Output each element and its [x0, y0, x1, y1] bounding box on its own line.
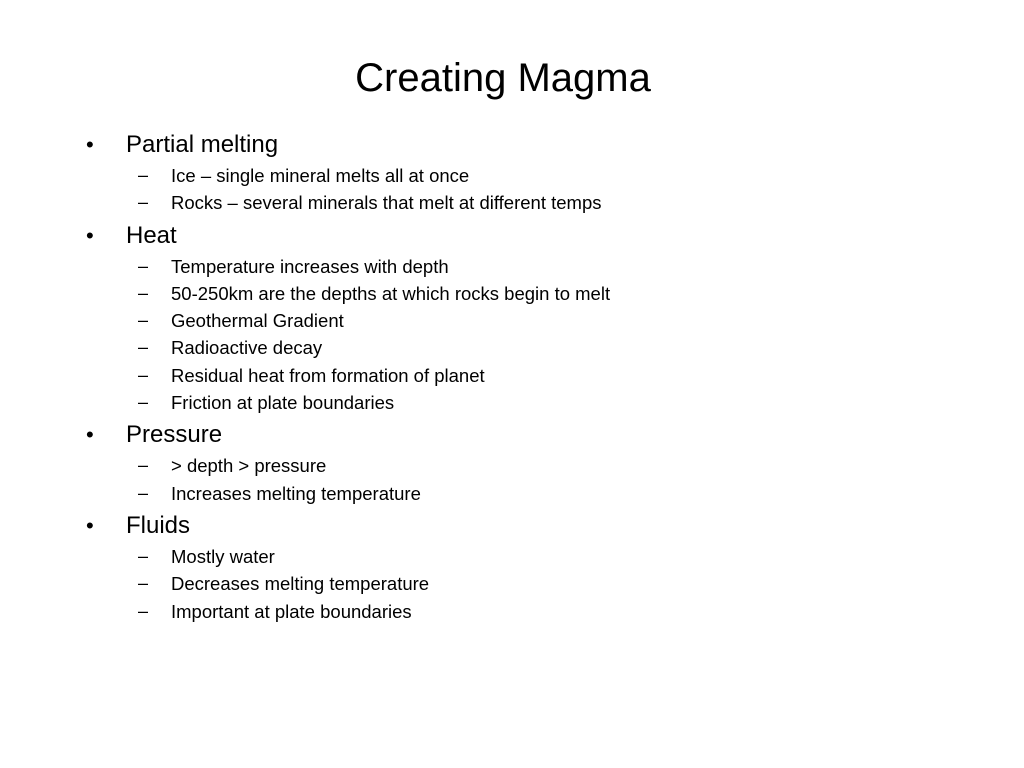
sub-marker: – — [138, 165, 149, 185]
sub-item-label: Mostly water — [171, 545, 275, 567]
bullet-heat — [82, 219, 982, 253]
sub-marker: – — [138, 600, 149, 621]
sub-item — [82, 162, 982, 189]
bullet-marker: • — [86, 132, 94, 157]
bullet-marker: • — [86, 422, 94, 448]
sub-item-label: Increases melting temperature — [171, 482, 421, 504]
sub-item-label: Decreases melting temperature — [171, 573, 430, 595]
sub-item-label: 50-250km are the depths at which rocks begin to melt — [171, 282, 611, 304]
sub-item — [82, 307, 982, 334]
bullet-partial-melting — [82, 128, 982, 162]
sub-item-label: Geothermal Gradient — [171, 310, 344, 332]
sub-marker: – — [138, 310, 149, 331]
sub-item-label: Important at plate boundaries — [171, 600, 412, 622]
sub-marker: – — [138, 337, 149, 358]
bullet-marker: • — [86, 512, 94, 538]
sub-list — [82, 253, 982, 417]
sub-item — [82, 189, 982, 216]
bullet-label: Heat — [126, 221, 177, 249]
bullet-label: Pressure — [126, 421, 223, 449]
sub-item — [82, 253, 982, 280]
sub-marker: – — [138, 392, 149, 413]
sub-item-label: Rocks – several minerals that melt at different temps — [171, 192, 602, 214]
sub-item — [82, 598, 982, 625]
sub-item — [82, 452, 982, 479]
sub-item — [82, 480, 982, 507]
bullet-label: Fluids — [126, 511, 191, 539]
sub-marker: – — [138, 192, 149, 213]
sub-item-label: Residual heat from formation of planet — [171, 364, 485, 386]
sub-item — [82, 543, 982, 570]
sub-marker: – — [138, 364, 149, 385]
sub-marker: – — [138, 482, 149, 503]
sub-item — [82, 570, 982, 597]
sub-marker: – — [138, 545, 149, 566]
sub-list — [82, 162, 982, 217]
sub-marker: – — [138, 455, 149, 476]
sub-item-label: Ice – single mineral melts all at once — [171, 165, 470, 186]
bullet-marker: • — [86, 222, 94, 248]
sub-item — [82, 280, 982, 307]
sub-item — [82, 334, 982, 361]
sub-marker: – — [138, 282, 149, 303]
sub-item — [82, 389, 982, 416]
sub-item-label: Radioactive decay — [171, 337, 323, 359]
sub-marker: – — [138, 255, 149, 276]
bullet-list — [82, 128, 982, 627]
sub-item-label: Temperature increases with depth — [171, 255, 449, 277]
sub-item — [82, 362, 982, 389]
slide-title: Creating Magma — [355, 56, 651, 100]
sub-item-label: > depth > pressure — [171, 455, 327, 477]
sub-marker: – — [138, 573, 149, 594]
bullet-label: Partial melting — [126, 131, 279, 158]
sub-item-label: Friction at plate boundaries — [171, 392, 395, 414]
sub-list — [82, 543, 982, 625]
sub-list — [82, 452, 982, 507]
bullet-fluids — [82, 509, 982, 543]
bullet-pressure — [82, 418, 982, 452]
